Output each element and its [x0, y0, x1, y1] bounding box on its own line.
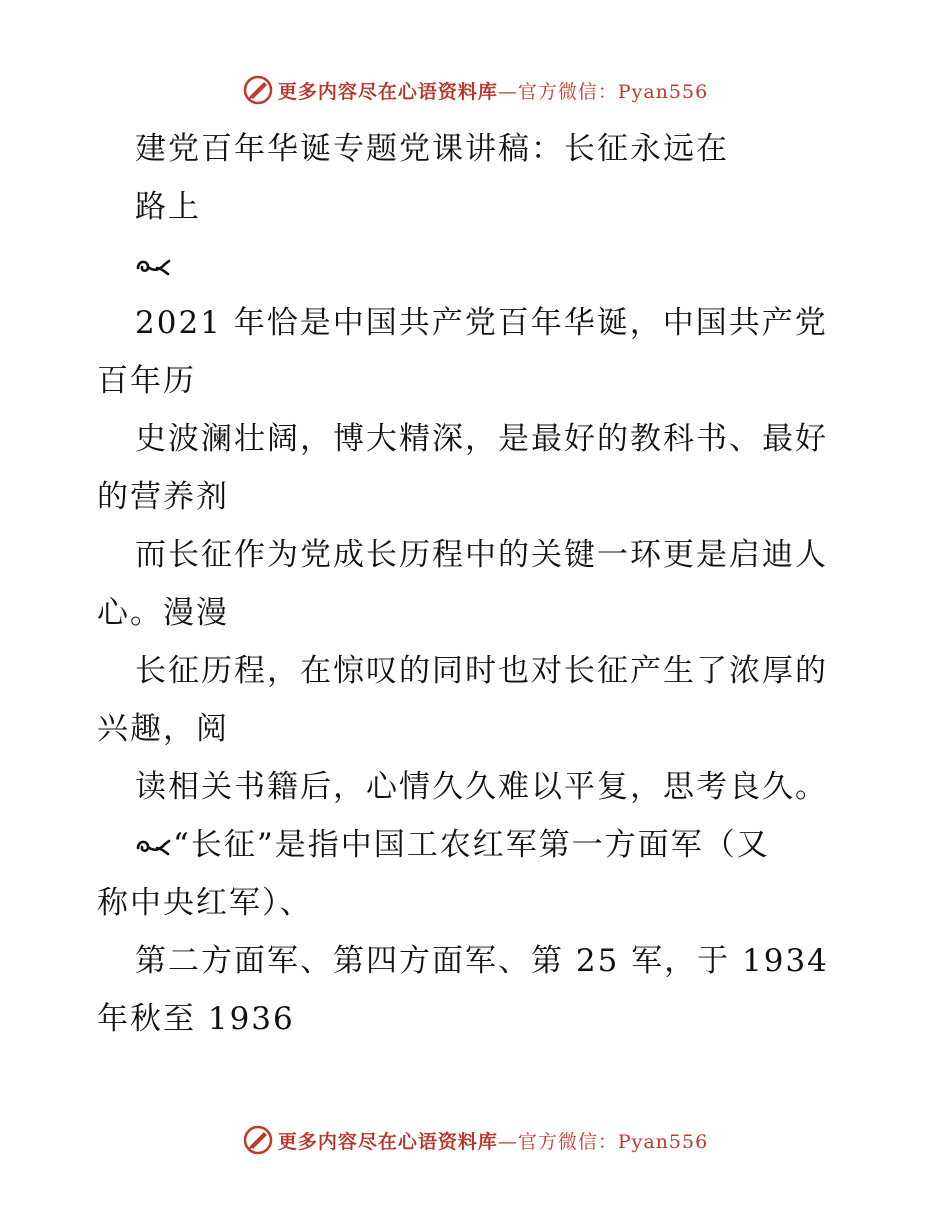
ornament-flourish-icon	[135, 256, 171, 278]
paragraph-line-with-ornament	[97, 816, 857, 874]
document-body	[97, 120, 857, 1048]
quill-seal-logo-icon	[242, 74, 274, 106]
paragraph-line: 而长征作为党成长历程中的关键一环更是启迪人	[135, 537, 828, 573]
banner-main-text: 更多内容尽在心语资料库	[277, 1130, 498, 1153]
paragraph-line: 史波澜壮阔，博大精深，是最好的教科书、最好	[135, 421, 828, 457]
paragraph-line: 第二方面军、第四方面军、第 25 军，于 1934	[135, 943, 829, 979]
paragraph-line: 的营养剂	[97, 479, 229, 515]
paragraph-line: 年秋至 1936	[97, 1001, 295, 1037]
banner-wechat-text: 官方微信：Pyan556	[517, 80, 709, 103]
doc-title-line-1: 建党百年华诞专题党课讲稿：长征永远在	[135, 131, 729, 167]
banner-main-text: 更多内容尽在心语资料库	[277, 80, 498, 103]
paragraph-line: 兴趣，阅	[97, 711, 229, 747]
paragraph-line: 2021 年恰是中国共产党百年华诞，中国共产党	[135, 305, 828, 341]
paragraph-line: 读相关书籍后，心情久久难以平复，思考良久。	[135, 769, 828, 805]
banner-dash: —	[497, 80, 518, 103]
banner-text	[278, 77, 708, 104]
banner-text	[278, 1127, 708, 1154]
quill-seal-logo-icon	[242, 1124, 274, 1156]
footer-banner	[0, 1120, 950, 1160]
ornament-line	[97, 236, 857, 294]
paragraph-line: 长征历程，在惊叹的同时也对长征产生了浓厚的	[135, 653, 828, 689]
paragraph-line: 百年历	[97, 363, 196, 399]
paragraph-line: 心。漫漫	[97, 595, 229, 631]
banner-dash: —	[497, 1130, 518, 1153]
paragraph-line: 称中央红军）、	[97, 885, 313, 921]
banner-wechat-text: 官方微信：Pyan556	[517, 1130, 709, 1153]
doc-title-line-2: 路上	[135, 189, 201, 225]
ornament-flourish-icon	[135, 836, 171, 858]
paragraph-text: “长征”是指中国工农红军第一方面军（又	[173, 827, 770, 863]
header-banner	[0, 70, 950, 110]
